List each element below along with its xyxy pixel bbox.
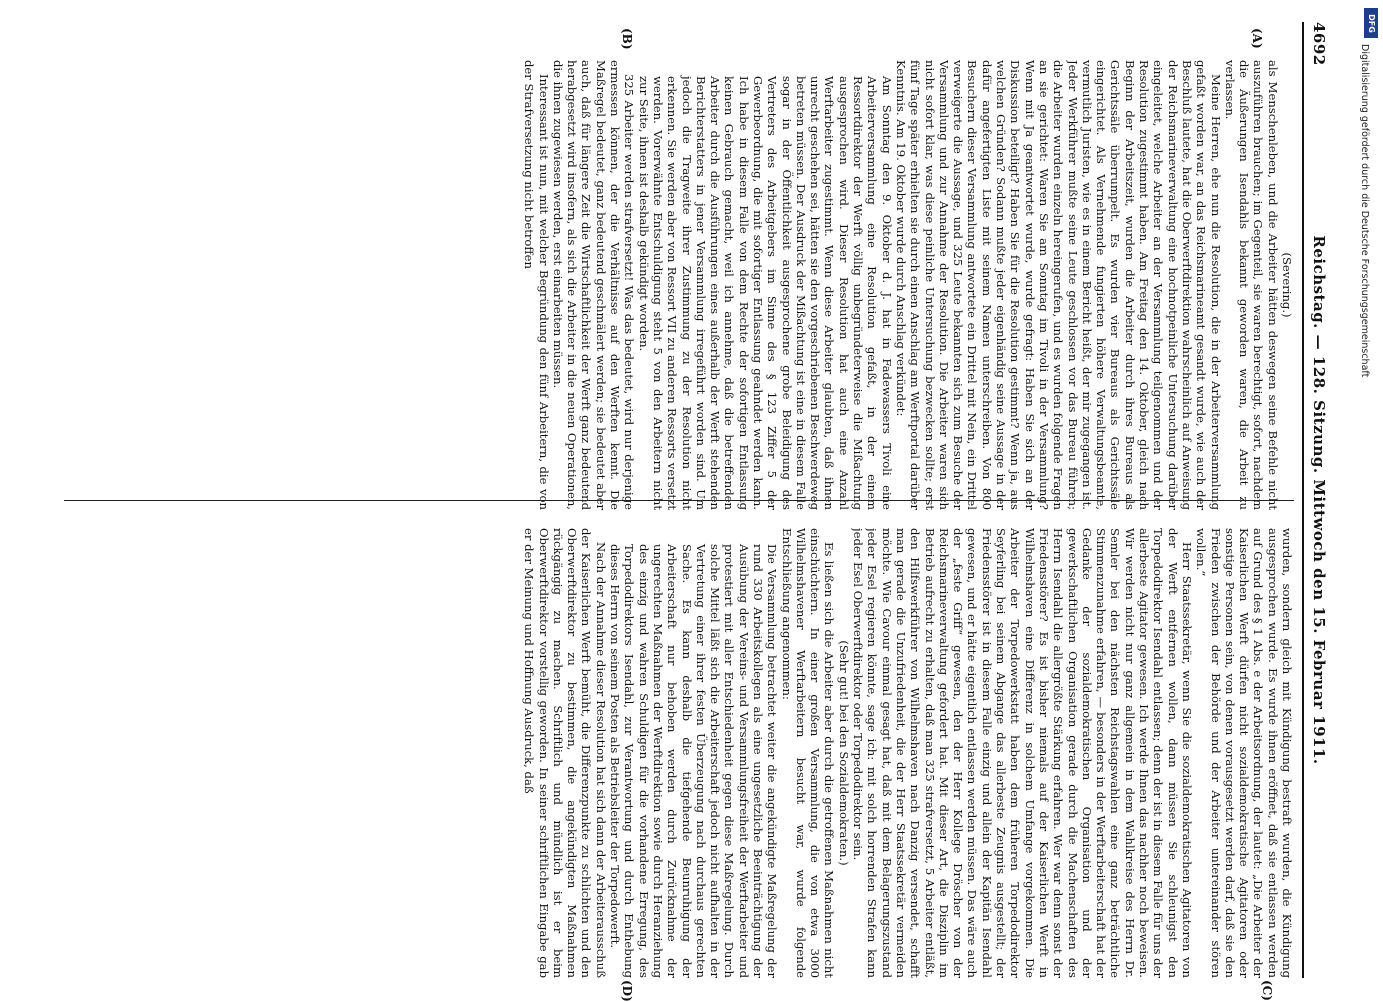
left-column bbox=[64, 60, 1294, 510]
column-divider bbox=[64, 500, 1294, 501]
quoted-notice: Am Sonntag den 9. Oktober d. J. hat in Fadewassers Tivoli eine Arbeiterversammlung eine Resolution gefaßt, in der einem Ressortdirektor der Werft völlig unbegründeterweise die Mißachtung ausgesprochen wird. Dieser Resolution hat auch eine Anzahl Werftarbeiter zugestimmt. Wenn diese Arbeiter glaubten, daß ihnen unrecht geschehen sei, hätten sie den vorgeschriebenen Beschwerdeweg betreten müssen. Der Ausdruck der Mißachtung ist eine in diesem Falle sogar in der Öffentlichkeit ausgesprochene grobe Beleidigung des Vertreters des Arbeitgebers im Sinne des § 123 Ziffer 5 der Gewerbeordnung, die mit sofortiger Entlassung geahndet werden kann. Ich habe in diesem Falle von dem Rechte der sofortigen Entlassung keinen Gebrauch gemacht, weil ich annehme, daß die betreffenden Arbeiter durch die Ausführungen eines außerhalb der Werft stehenden Berichterstatters in jener Versammlung irregeführt worden sind. Um jedoch die Tragweite ihrer Zustimmung zu der Resolution nicht erkennen. Sie werden aber von Ressort VII zu anderen Ressorts versetzt werden. Vorerwähnte Entschuldigung steht 5 von den Arbeitern nicht zur Seite, ihnen ist deshalb gekündigt worden. bbox=[636, 76, 894, 510]
dfg-logo: DFG bbox=[1364, 8, 1378, 38]
page-header bbox=[1304, 22, 1334, 978]
margin-mark-a: (A) bbox=[1250, 28, 1264, 49]
paragraph: Interessant ist nun, mit welcher Begründung den fünf Arbeitern, die von der Strafversetzung nicht betroffen bbox=[522, 60, 551, 510]
paragraph: wurden, sondern gleich mit Kündigung bestraft wurden, die Kündigung ausgesprochen wurde. Es wurde ihnen eröffnet, daß sie entlassen werden auf Grund des § 1 Abs. e der Arbeitsordnung, der lautet: „Die Arbeiter der Kaiserlichen Werft dürfen nicht sozialdemokratische Agitatoren oder sonstige Personen sein, von denen vorausgesetzt werden darf, daß sie den Frieden zwischen der Behörde und der Arbeiter untereinander stören wollen.“ bbox=[1194, 528, 1294, 978]
interjection: (Sehr gut! bei den Sozialdemokraten.) bbox=[836, 640, 851, 866]
paragraph: Meine Herren, ehe nun die Resolution, die in der Arbeiterversammlung gefaßt worden war, an das Reichsmarineamt gesandt wurde, wie auch der Beschluß lautete, hat die Oberwerftdirektion wahrscheinlich auf Anweisung der Reichsmarineverwaltung eine hochnotpeinliche Untersuchung darüber eingeleitet, welche Arbeiter an der Versammlung teilgenommen und der Resolution zugestimmt haben. Am Freitag den 14. Oktober, gleich nach Beginn der Arbeitszeit, wurden die Arbeiter durch ihres Bureaus als Gerichtssäle überrumpelt. Es wurden vier Bureaus als Gerichtssäle eingerichtet. Als Vernehmende fungierten höhere Verwaltungsbeamte, vermutlich Juristen, wie es in einem Bericht heißt, der mir zugegangen ist. Jeder Werkführer mußte seine Leute geschlossen vor das Bureau führen; die Arbeiter wurden einzeln hereingerufen, und es wurden folgende Fragen an sie gerichtet: Waren Sie am Sonntag im Tivoli in der Versammlung? Wenn mit Ja geantwortet wurde, wurde gefragt: Haben Sie sich an der Diskussion beteiligt? Haben Sie für die Resolution gestimmt? Wenn ja, aus welchen Gründen? Sodann mußte jeder eigenhändig seine Aussage in der dafür angefertigten Liste mit seinem Namen unterschreiben. Von 800 Besuchern dieser Versammlung antwortete ein Drittel mit Nein, ein Drittel verweigerte die Aussage, und 325 Leute bekannten sich zum Besuche der Versammlung und zur Annahme der Resolution. Die Arbeiter waren sich nicht sofort klar, was diese peinliche Untersuchung bezwecken sollte; erst fünf Tage später erhielten sie durch einen Anschlag am Werftportal darüber Kenntnis. Am 19. Oktober wurde durch Anschlag verkündet: bbox=[893, 60, 1223, 510]
margin-mark-b: (B) bbox=[620, 28, 634, 50]
session-title: Reichstag. — 128. Sitzung. Mittwoch den 15. Februar 1911. bbox=[1310, 235, 1328, 765]
funding-credit-text: Digitalisierung gefördert durch die Deutsche Forschungsgemeinschaft bbox=[1359, 44, 1370, 378]
rotated-page bbox=[34, 22, 1334, 1002]
paragraph: Nach der Annahme dieser Resolution hat sich dann der Arbeiterausschuß der Kaiserlichen Werft bemüht, die Differenzpunkte zu schlichten und den Oberwerftdirektor zu bestimmen, die angekündigten Maßnahmen rückgängig zu machen. Schriftlich und mündlich ist er beim Oberwerftdirektor vorstellig geworden. In seiner schriftlichen Eingabe gab er der Meinung und Hoffnung Ausdruck, daß bbox=[522, 528, 608, 978]
right-column bbox=[64, 528, 1294, 978]
header-rule bbox=[1302, 22, 1304, 978]
quoted-resolution: Die Versammlung betrachtet weiter die angekündigte Maßregelung der rund 330 Arbeitskollegen als eine ungesetzliche Beeinträchtigung der Ausübung der Vereins- und Versammlungsfreiheit der Werftarbeiter und protestiert mit aller Entschiedenheit gegen diese Maßregelung. Durch solche Mittel läßt sich die Arbeiterschaft jedoch nicht aufhalten in der Vertretung einer ihrer festen Überzeugung nach durchaus gerechten Sache. Es kann deshalb die tiefgehende Beunruhigung der Arbeiterschaft nur behoben werden durch Zurücknahme der ungerechten Maßnahmen der Werftdirektion sowie durch Heranziehung des einzig und wahren Schuldigen für die vorhandene Erregung, des Torpedodirektors Isendahl, zur Verantwortung und durch Enthebung dieses Herrn von seinem Posten als Betriebsleiter der Torpedowerft. bbox=[608, 544, 780, 978]
paragraph: 325 Arbeiter werden strafversetzt! Was das bedeutet, wird nur derjenige ermessen können, der die Verhältnisse auf den Werften kennt. Die Maßregel bedeutet, ganz bedeutend geschmälert werden; sie bedeutet aber auch, daß für längere Zeit die Wirtschaftlichkeit der Werft ganz bedeutend herabgesetzt wird insofern, als sich die Arbeiter in die neuen Operationen, die ihnen zugewiesen werden, erst einarbeiten müssen. bbox=[550, 60, 637, 510]
page-number: 4692 bbox=[1310, 22, 1328, 66]
paragraph: Es ließen sich die Arbeiter aber durch die getroffenen Maßnahmen nicht einschüchtern. In einer großen Versammlung, die von etwa 3000 Wilhelmshavener Werftarbeitern besucht war, wurde folgende Entschließung angenommen: bbox=[779, 528, 837, 978]
paragraph: als Menschenleben, und die Arbeiter hätten deswegen seine Befehle nicht auszuführen brauchen; im Gegenteil, sie waren berechtigt, sofort, nachdem die Äußerungen Isendahls bekannt geworden waren, die Arbeit zu verlassen. bbox=[1222, 60, 1280, 510]
speaker-label: (Severing.) bbox=[1280, 252, 1294, 318]
paragraph: Herr Staatssekretär, wenn Sie die sozialdemokratischen Agitatoren von der Werft entfernen wollen, dann müssen Sie schleunigst den Torpedodirektor Isendahl entlassen; denn der ist in diesem Falle für uns der allerbeste Agitator gewesen. Ich werde Ihnen das nachher noch beweisen. Wir werden nicht nur ganz allgemein in dem Wahlkreise des Herrn Dr. Semler bei den nächsten Reichstagswahlen eine ganz beträchtliche Stimmenzunahme erfahren, — besonders in der Werftarbeiterschaft hat der Gedanke der sozialdemokratischen Organisation und der gewerkschaftlichen Organisation gerade durch die Machenschaften des Herrn Isendahl die allergrößte Stärkung erfahren. Wer war denn sonst der Friedensstörer? Es ist bisher niemals auf der Kaiserlichen Werft in Wilhelmshaven eine Differenz in solchem Umfange vorgekommen. Die Arbeiter der Torpedowerkstatt haben dem früheren Torpedodirektor Seyferling bei seinem Abgange das allerbeste Zeugnis ausgestellt; der Friedensstörer ist in diesem Falle einzig und allein der Kapitän Isendahl gewesen, und er hätte eigentlich entlassen werden müssen. Das wäre auch der „feste Griff“ gewesen, den der Herr Kollege Dröscher von der Reichsmarineverwaltung gefordert hat. Mit dieser Art, die Disziplin im Betrieb aufrecht zu erhalten, daß man 325 strafversetzt, 5 Arbeiter entläßt, den Hilfswerkführer von Wilhelmshaven nach Danzig versendet, schafft man gerade die Unzufriedenheit, die der Herr Staatssekretär vermeiden möchte. Wie Cavour einmal gesagt hat, daß mit dem Belagerungszustand jeder Esel regieren könnte, sage ich: mit solch horrenden Strafen kann jeder Esel Oberwerftdirektor oder Torpedodirektor sein. bbox=[851, 528, 1194, 978]
margin-mark-d: (D) bbox=[620, 980, 634, 1002]
margin-mark-c: (C) bbox=[1260, 980, 1274, 1001]
